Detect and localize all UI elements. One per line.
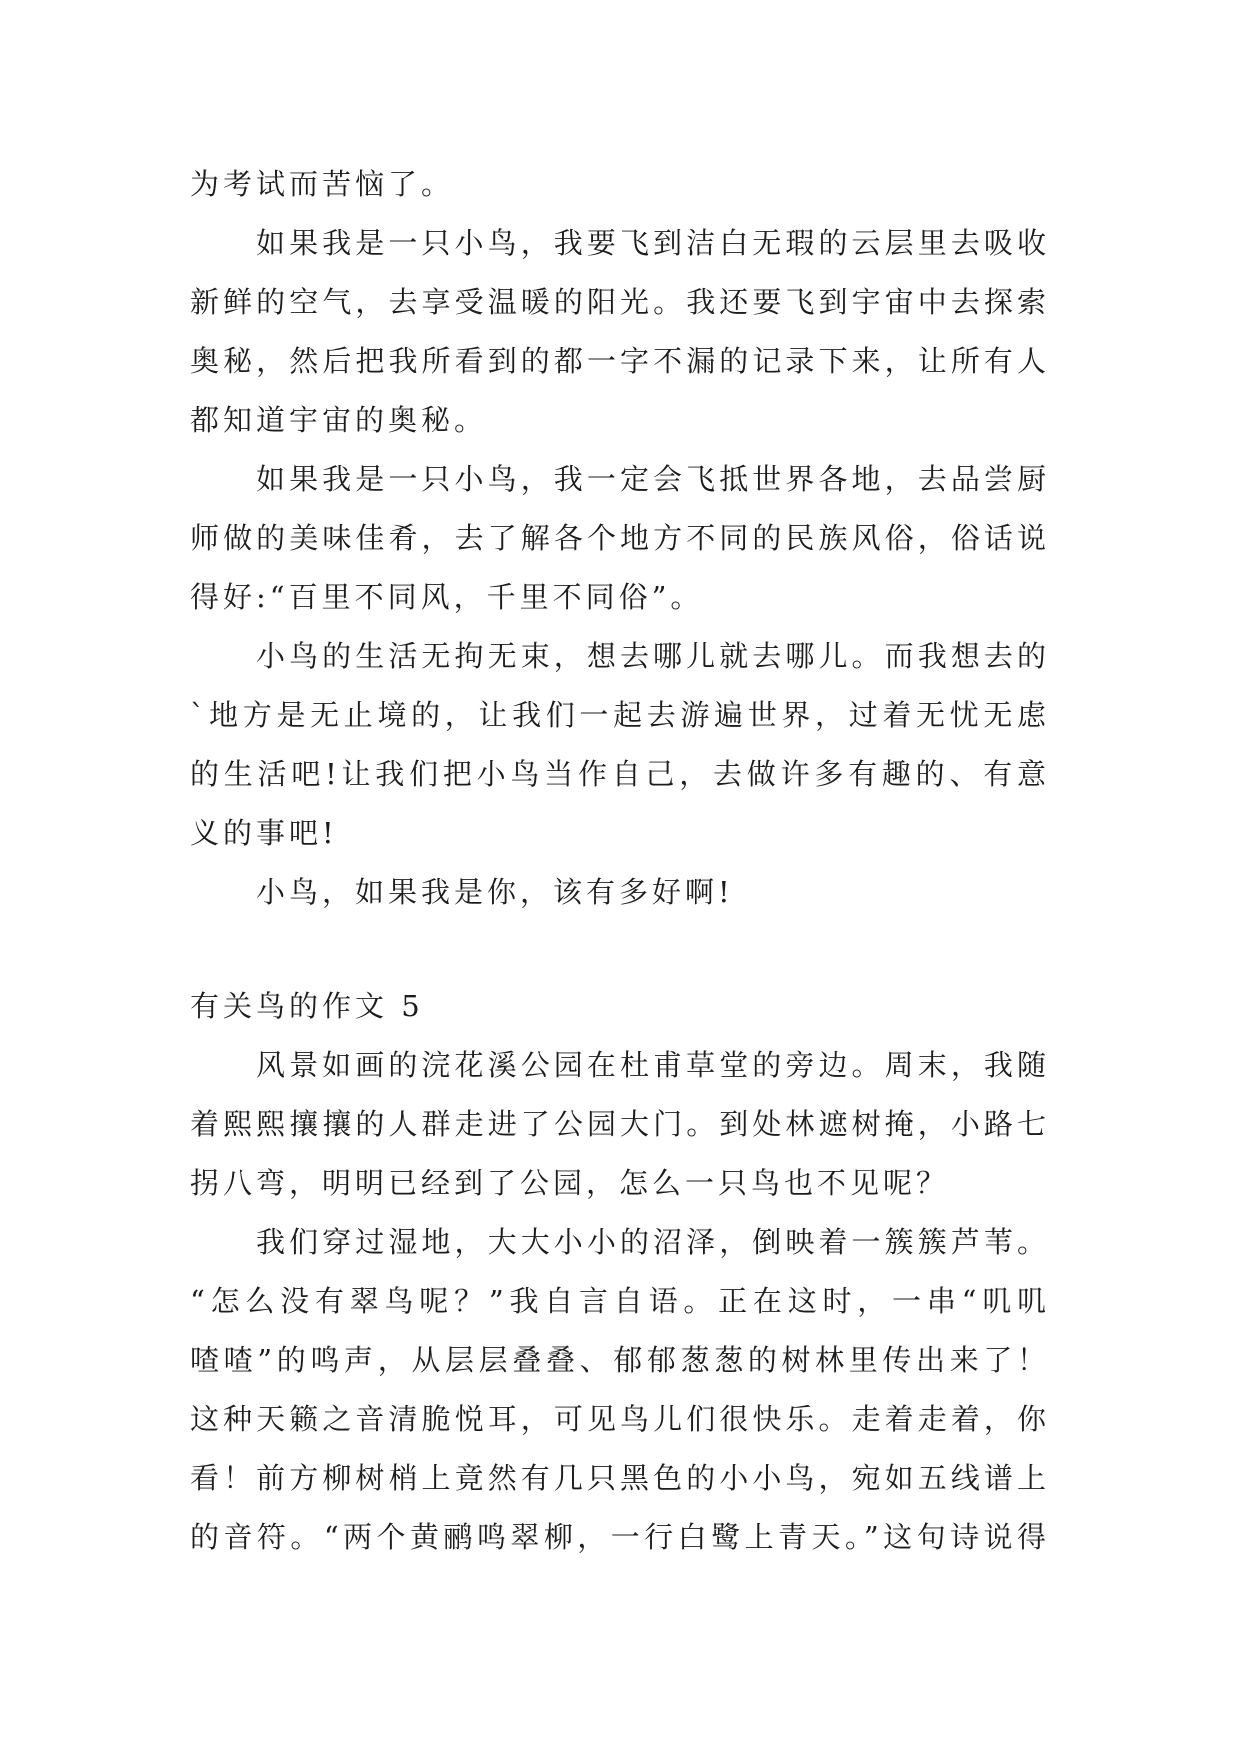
document-page	[190, 155, 1050, 1567]
blank-line	[190, 922, 1050, 977]
paragraph	[190, 155, 1050, 214]
section-heading: 有关鸟的作文 5	[190, 989, 424, 1023]
paragraph-line: `地方是无止境的，让我们一起去游遍世界，过着无忧无虑	[190, 698, 1050, 732]
paragraph-line: 喳喳”的鸣声，从层层叠叠、郁郁葱葱的树林里传出来了！	[190, 1343, 1050, 1377]
paragraph	[190, 1036, 1050, 1213]
paragraph-line: 师做的美味佳肴，去了解各个地方不同的民族风俗，俗话说	[190, 521, 1050, 555]
paragraph	[190, 863, 1050, 922]
paragraph	[190, 1213, 1050, 1567]
paragraph-line: 着熙熙攘攘的人群走进了公园大门。到处林遮树掩，小路七	[190, 1107, 1050, 1141]
paragraph-line: 小鸟的生活无拘无束，想去哪儿就去哪儿。而我想去的	[256, 639, 1050, 673]
paragraph	[190, 450, 1050, 627]
paragraph-line: 新鲜的空气，去享受温暖的阳光。我还要飞到宇宙中去探索	[190, 285, 1050, 319]
paragraph-line: 这种天籁之音清脆悦耳，可见鸟儿们很快乐。走着走着，你	[190, 1402, 1050, 1436]
paragraph-line: 的音符。“两个黄鹂鸣翠柳，一行白鹭上青天。”这句诗说得	[190, 1520, 1050, 1554]
paragraph	[190, 214, 1050, 450]
paragraph-line: 小鸟，如果我是你，该有多好啊!	[256, 875, 734, 909]
paragraph-line: 看！前方柳树梢上竟然有几只黑色的小小鸟，宛如五线谱上	[190, 1461, 1050, 1495]
paragraph-line: 的生活吧!让我们把小鸟当作自己，去做许多有趣的、有意	[190, 757, 1050, 791]
paragraph-line: 奥秘，然后把我所看到的都一字不漏的记录下来，让所有人	[190, 344, 1050, 378]
paragraph-line: 如果我是一只小鸟，我一定会飞抵世界各地，去品尝厨	[256, 462, 1050, 496]
paragraph-line: 得好:“百里不同风，千里不同俗”。	[190, 580, 704, 614]
paragraph-line: 都知道宇宙的奥秘。	[190, 403, 488, 437]
paragraph-line: 拐八弯，明明已经到了公园，怎么一只鸟也不见呢？	[190, 1166, 950, 1200]
paragraph-line: 如果我是一只小鸟，我要飞到洁白无瑕的云层里去吸收	[256, 226, 1050, 260]
paragraph-line: 风景如画的浣花溪公园在杜甫草堂的旁边。周末，我随	[256, 1048, 1050, 1082]
paragraph-line: 为考试而苦恼了。	[190, 167, 455, 201]
paragraph-line: “怎么没有翠鸟呢？”我自言自语。正在这时，一串“叽叽	[190, 1284, 1050, 1318]
paragraph-line: 我们穿过湿地，大大小小的沼泽，倒映着一簇簇芦苇。	[256, 1225, 1050, 1259]
paragraph-line: 义的事吧!	[190, 816, 338, 850]
paragraph	[190, 627, 1050, 863]
